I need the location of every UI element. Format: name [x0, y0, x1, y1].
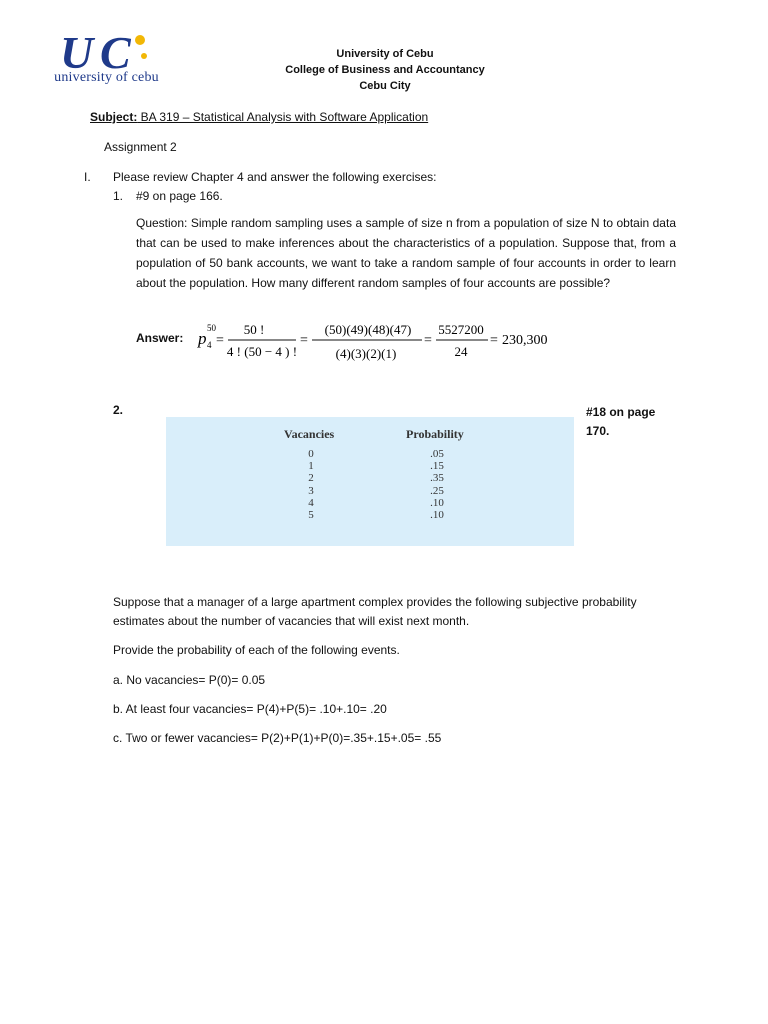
svg-text:C: C [100, 28, 131, 72]
header-college: College of Business and Accountancy [285, 64, 485, 76]
answer-c: c. Two or fewer vacancies= P(2)+P(1)+P(0)=.35+.15+.05= .55 [113, 731, 442, 745]
table-col-vacancies [304, 448, 318, 521]
question-text: Simple random sampling uses a sample of size n from a population of size N to obtain data that can be used to make inferences about the characteristics of a population. Suppose that, from a population of 50 bank accounts, we want to take a random sample of four accounts in order to learn about the population. How many different random samples of four accounts are possible? [136, 216, 676, 290]
item1-ref: #9 on page 166. [136, 189, 223, 203]
formula-frac1-num: 50 ! [243, 322, 265, 337]
formula-p: p [198, 329, 207, 348]
answer-formula [196, 316, 576, 366]
question-label: Question: [136, 216, 188, 230]
answer-b: b. At least four vacancies= P(4)+P(5)= .10+.10= .20 [113, 702, 387, 716]
document-header [250, 46, 520, 94]
table-cell: .25 [430, 484, 444, 497]
formula-eq1: = [216, 333, 224, 348]
section-instruction: Please review Chapter 4 and answer the following exercises: [113, 170, 437, 184]
formula-sub: 4 [207, 340, 212, 350]
formula-eq4: = [490, 333, 498, 348]
table-cell: 2 [308, 472, 314, 485]
formula-frac2-num: (50)(49)(48)(47) [324, 322, 412, 337]
item2-paragraph1-line1: Suppose that a manager of a large apartment complex provides the following subjective probability [113, 595, 637, 609]
header-university: University of Cebu [336, 48, 434, 60]
item1-number: 1. [113, 189, 124, 203]
university-logo [44, 28, 164, 90]
table-cell: .05 [430, 448, 444, 460]
svg-text:U: U [60, 28, 94, 72]
item2-ref: #18 on page 170. [586, 405, 656, 438]
item2-number: 2. [113, 403, 124, 417]
section-numeral: I. [84, 170, 91, 184]
table-cell: 0 [308, 448, 314, 460]
answer-a: a. No vacancies= P(0)= 0.05 [113, 673, 266, 687]
formula-frac2-den: (4)(3)(2)(1) [335, 346, 397, 361]
table-cell: 4 [308, 496, 314, 509]
table-cell: .15 [430, 460, 444, 473]
table-cell: 1 [308, 460, 314, 473]
uc-logo-mark [56, 28, 156, 72]
answer-label: Answer: [136, 331, 184, 345]
table-cell: 5 [308, 509, 314, 522]
item2-paragraph2: Provide the probability of each of the following events. [113, 643, 400, 657]
table-cell: 3 [308, 484, 314, 497]
table-col-probability [424, 448, 450, 521]
subject-line [90, 110, 428, 124]
subject-label: Subject: [90, 110, 138, 124]
formula-eq3: = [424, 333, 432, 348]
table-cell: .10 [430, 509, 444, 522]
formula-result: 230,300 [502, 333, 548, 348]
header-city: Cebu City [359, 80, 411, 92]
table-cell: .10 [430, 496, 444, 509]
item1-question [136, 213, 676, 293]
formula-frac1-den: 4 ! (50 − 4 ) ! [226, 344, 298, 359]
formula-sup: 50 [207, 323, 216, 333]
subject-text: BA 319 – Statistical Analysis with Software Application [137, 110, 429, 124]
logo-text: university of cebu [54, 70, 159, 85]
table-header-vacancies: Vacancies [284, 427, 335, 441]
assignment-title: Assignment 2 [104, 140, 177, 154]
table-header-probability: Probability [406, 427, 464, 441]
formula-frac3-num: 5527200 [438, 322, 484, 337]
probability-table [166, 417, 574, 546]
item2-paragraph1-line2: estimates about the number of vacancies that will exist next month. [113, 614, 470, 628]
table-cell: .35 [430, 472, 444, 485]
formula-frac3-den: 24 [454, 344, 468, 359]
formula-eq2: = [300, 333, 308, 348]
